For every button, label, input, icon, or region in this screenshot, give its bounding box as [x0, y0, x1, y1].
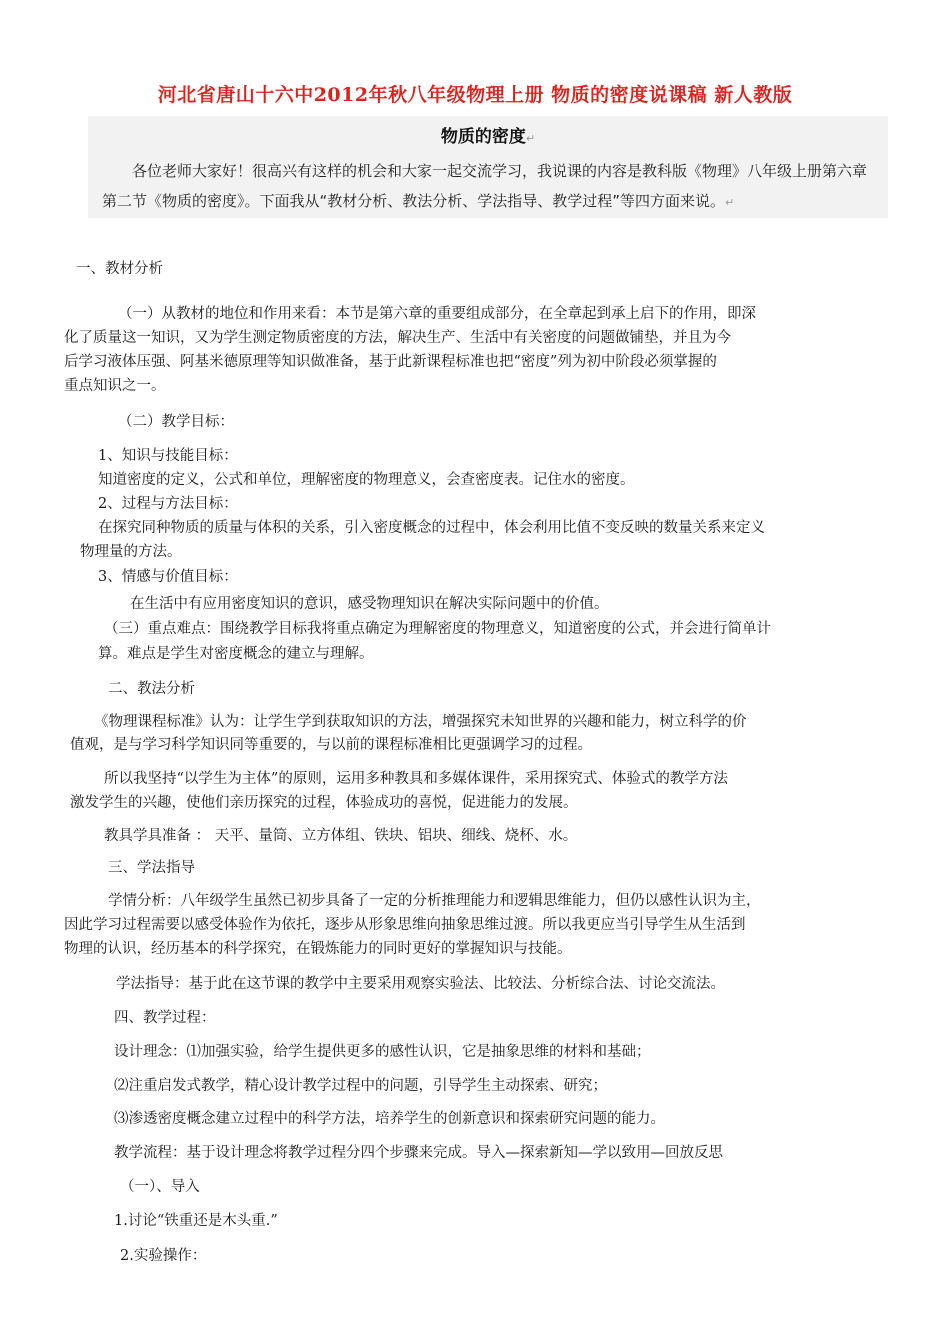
- paragraph-line: 教具学具准备 ： 天平、量筒、立方体组、铁块、铝块、细线、烧杯、水。: [104, 828, 578, 844]
- goal-heading: 3、情感与价值目标：: [98, 569, 238, 585]
- paragraph-line: 重点知识之一。: [64, 378, 166, 394]
- list-item: 1.讨论“铁重还是木头重.”: [114, 1213, 278, 1229]
- paragraph-line: 化了质量这一知识，又为学生测定物质密度的方法，解决生产、生活中有关密度的问题做铺垫，并且为今: [64, 330, 731, 346]
- paragraph-line: 学情分析：八年级学生虽然已初步具备了一定的分析推理能力和逻辑思维能力，但仍以感性认识为主，: [108, 893, 761, 909]
- return-mark: ↵: [525, 132, 536, 145]
- paragraph-line: 知道密度的定义，公式和单位，理解密度的物理意义，会查密度表。记住水的密度。: [98, 472, 635, 488]
- paragraph-line: 所以我坚持“以学生为主体”的原则，运用多种教具和多媒体课件，采用探究式、体验式的教学方法: [104, 771, 728, 787]
- section-heading-textbook-analysis: 一、教材分析: [76, 261, 163, 277]
- goal-heading: 1、知识与技能目标：: [98, 448, 238, 464]
- intro-heading: 物质的密度↵: [440, 127, 536, 147]
- return-mark: ↵: [725, 196, 735, 209]
- paragraph-line: 后学习液体压强、阿基米德原理等知识做准备，基于此新课程标准也把“密度”列为初中阶段必须掌握的: [64, 354, 717, 370]
- paragraph-line: （一）从教材的地位和作用来看：本节是第六章的重要组成部分，在全章起到承上启下的作用，即深: [118, 306, 756, 322]
- paragraph-line: （三）重点难点：围绕教学目标我将重点确定为理解密度的物理意义，知道密度的公式，并会进行简单计: [104, 621, 771, 637]
- document-title: 河北省唐山十六中2012年秋八年级物理上册 物质的密度说课稿 新人教版: [157, 84, 793, 106]
- paragraph-line: 值观，是与学习科学知识同等重要的，与以前的课程标准相比更强调学习的过程。: [70, 737, 592, 753]
- goal-heading: 2、过程与方法目标：: [98, 496, 238, 512]
- paragraph-line: 《物理课程标准》认为：让学生学到获取知识的方法，增强探究未知世界的兴趣和能力，树立科学的价: [94, 714, 747, 730]
- paragraph-line: 物理量的方法。: [80, 544, 182, 560]
- paragraph-line: 设计理念：⑴加强实验，给学生提供更多的感性认识，它是抽象思维的材料和基础；: [114, 1044, 651, 1060]
- subheading-introduction: （一）、导入: [120, 1179, 200, 1195]
- intro-image-box: [88, 116, 888, 218]
- paragraph-line: ⑶渗透密度概念建立过程中的科学方法，培养学生的创新意识和探索研究问题的能力。: [114, 1111, 665, 1127]
- list-item: 2.实验操作：: [120, 1248, 207, 1264]
- paragraph-line: 算。难点是学生对密度概念的建立与理解。: [98, 646, 374, 662]
- intro-paragraph: 各位老师大家好！很高兴有这样的机会和大家一起交流学习，我说课的内容是教科版《物理》八年级上册第六章第二节《物质的密度》。下面我从“教材分析、教法分析、学法指导、教学过程”等四方面来说。↵: [102, 162, 868, 210]
- paragraph-line: 在探究同种物质的质量与体积的关系，引入密度概念的过程中，体会利用比值不变反映的数量关系来定义: [98, 520, 765, 536]
- paragraph-line: 学法指导：基于此在这节课的教学中主要采用观察实验法、比较法、分析综合法、讨论交流法。: [116, 976, 725, 992]
- paragraph-line: 在生活中有应用密度知识的意识，感受物理知识在解决实际问题中的价值。: [130, 596, 609, 612]
- paragraph-line: 因此学习过程需要以感受体验作为依托，逐步从形象思维向抽象思维过渡。所以我更应当引导学生从生活到: [64, 917, 746, 933]
- paragraph-line: 教学流程：基于设计理念将教学过程分四个步骤来完成。导入—探索新知—学以致用—回放反思: [114, 1145, 723, 1161]
- subheading-teaching-goals: （二）教学目标：: [118, 414, 234, 430]
- paragraph-line: ⑵注重启发式教学，精心设计教学过程中的问题，引导学生主动探索、研究；: [114, 1078, 607, 1094]
- paragraph-line: 激发学生的兴趣，使他们亲历探究的过程，体验成功的喜悦，促进能力的发展。: [70, 795, 578, 811]
- section-heading-teaching-method: 二、教法分析: [108, 681, 195, 697]
- paragraph-line: 物理的认识，经历基本的科学探究，在锻炼能力的同时更好的掌握知识与技能。: [64, 941, 572, 957]
- section-heading-teaching-process: 四、教学过程：: [114, 1010, 216, 1026]
- section-heading-learning-guide: 三、学法指导: [108, 860, 195, 876]
